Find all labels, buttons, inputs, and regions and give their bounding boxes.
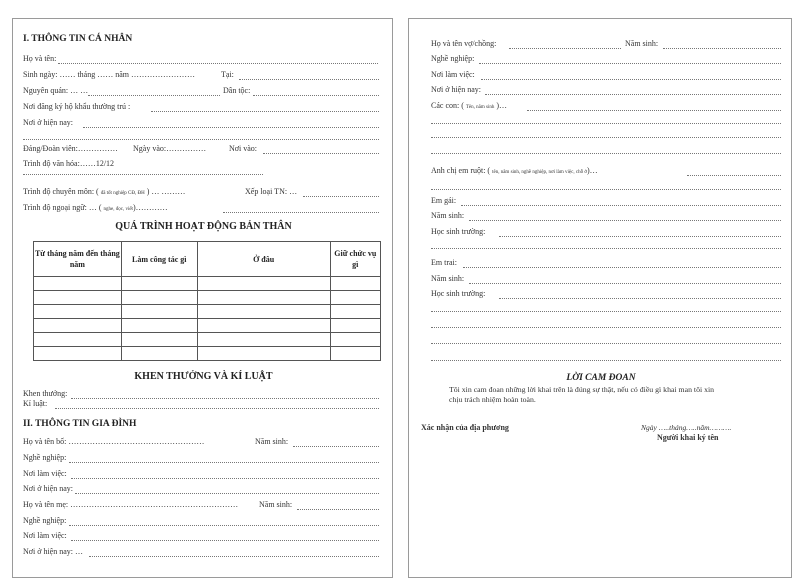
em-gai-field[interactable] (461, 205, 781, 206)
xep-loai-field[interactable] (303, 196, 379, 197)
ngay-thang-label: Ngày …..tháng…..năm………. (641, 423, 732, 432)
noi-lam-viec-me-label: Nơi làm việc: (23, 531, 67, 540)
cac-con-label: Các con: ( Tên, năm sinh )… (431, 101, 508, 110)
noi-vao-label: Nơi vào: (229, 144, 258, 153)
ho-ten-label: Họ và tên: (23, 54, 57, 63)
em-trai-label: Em trai: (431, 258, 457, 267)
table-row (34, 333, 381, 347)
em-gai-line-extra[interactable] (431, 248, 781, 249)
nghe-nghiep-me-field[interactable] (69, 525, 379, 526)
noi-o-field[interactable] (83, 127, 379, 128)
nam-sinh-et-field[interactable] (469, 283, 781, 284)
chuyen-mon-label: Trình độ chuyên môn: ( đã tốt nghiệp CĐ, ĐH ) … ……… (23, 187, 186, 196)
ho-khau-field[interactable] (151, 111, 379, 112)
cac-con-field[interactable] (527, 110, 781, 111)
noi-o-me-label: Nơi ở hiện nay: … (23, 547, 84, 556)
noi-o-vc-label: Nơi ở hiện nay: (431, 85, 482, 94)
personal-section-title: I. THÔNG TIN CÁ NHÂN (23, 34, 133, 44)
noi-lam-viec-vc-field[interactable] (481, 79, 781, 80)
xac-nhan-label: Xác nhận của địa phương (421, 423, 509, 432)
nam-sinh-eg-label: Năm sinh: (431, 211, 465, 220)
nam-sinh-eg-field[interactable] (469, 220, 781, 221)
noi-lam-viec-bo-label: Nơi làm việc: (23, 469, 67, 478)
page-left (12, 18, 393, 578)
nghe-nghiep-me-label: Nghề nghiệp: (23, 516, 67, 525)
page-right (408, 18, 792, 578)
ngoai-ngu-field[interactable] (223, 212, 379, 213)
nguyen-quan-field[interactable] (88, 95, 220, 96)
ho-ten-field[interactable] (58, 63, 378, 64)
nam-sinh-vc-label: Năm sinh: (625, 39, 659, 48)
ho-ten-me-label: Họ và tên mẹ: ……………………………………………………… (23, 500, 239, 509)
nghe-nghiep-vc-field[interactable] (479, 63, 781, 64)
ho-khau-label: Nơi đăng ký hộ khẩu thường trú : (23, 102, 131, 111)
sinh-ngay-label: Sinh ngày: …… tháng …… năm …………………… (23, 70, 195, 79)
nghe-nghiep-vc-label: Nghề nghiệp: (431, 54, 475, 63)
xep-loai-label: Xếp loại TN: … (245, 187, 298, 196)
history-table (33, 241, 381, 361)
khen-thuong-field[interactable] (71, 398, 379, 399)
em-trai-field[interactable] (463, 267, 781, 268)
nam-sinh-bo-label: Năm sinh: (255, 437, 289, 446)
anh-chi-em-line-2[interactable] (431, 189, 781, 190)
nam-sinh-vc-field[interactable] (663, 48, 781, 49)
nguyen-quan-label: Nguyên quán: … … (23, 86, 89, 95)
vo-chong-field[interactable] (509, 48, 621, 49)
nghe-nghiep-bo-label: Nghề nghiệp: (23, 453, 67, 462)
ki-luat-label: Kỉ luật: (23, 399, 48, 408)
tai-label: Tại: (221, 70, 234, 79)
blank-line-2[interactable] (431, 327, 781, 328)
hoc-sinh-truong-eg-field[interactable] (499, 236, 781, 237)
noi-o-label: Nơi ở hiện nay: (23, 118, 74, 127)
noi-o-me-field[interactable] (89, 556, 379, 557)
col-time: Từ tháng năm đến tháng năm (34, 242, 122, 277)
ngay-vao-label: Ngày vào:…………… (133, 144, 207, 153)
ho-ten-bo-label: Họ và tên bố: …………………………………………… (23, 437, 205, 446)
anh-chi-em-label: Anh chị em ruột: ( tên, năm sinh, nghề nghiệp, nơi làm việc, chỗ ở)… (431, 166, 598, 175)
noi-lam-viec-vc-label: Nơi làm việc: (431, 70, 475, 79)
blank-line-1[interactable] (431, 311, 781, 312)
noi-o-bo-field[interactable] (75, 493, 379, 494)
hoc-sinh-truong-et-field[interactable] (499, 298, 781, 299)
table-row (34, 319, 381, 333)
col-work: Làm công tác gì (121, 242, 197, 277)
noi-o-field-2[interactable] (23, 139, 379, 140)
nguoi-khai-label: Người khai ký tên (657, 433, 719, 442)
table-row (34, 305, 381, 319)
dan-toc-label: Dân tộc: (223, 86, 251, 95)
noi-o-vc-field[interactable] (485, 94, 781, 95)
loi-cam-doan-title: LỜI CAM ĐOAN (566, 373, 636, 383)
noi-lam-viec-me-field[interactable] (71, 540, 379, 541)
col-position: Giữ chức vụ gì (330, 242, 380, 277)
anh-chi-em-field[interactable] (687, 175, 781, 176)
nam-sinh-me-label: Năm sinh: (259, 500, 293, 509)
cac-con-line-2[interactable] (431, 123, 781, 124)
loi-cam-doan-text-2: chịu trách nhiệm hoàn toàn. (449, 395, 536, 404)
col-place: Ở đâu (197, 242, 330, 277)
blank-line-4[interactable] (431, 360, 781, 361)
awards-title: KHEN THƯỞNG VÀ KÍ LUẬT (134, 371, 273, 382)
tai-field[interactable] (239, 79, 379, 80)
nam-sinh-et-label: Năm sinh: (431, 274, 465, 283)
dan-toc-field[interactable] (253, 95, 379, 96)
dang-doan-label: Đảng/Đoàn viên:…………… (23, 144, 118, 153)
hoc-sinh-truong-eg-label: Học sinh trường: (431, 227, 486, 236)
van-hoa-field[interactable] (23, 174, 263, 175)
nam-sinh-me-field[interactable] (297, 509, 379, 510)
hoc-sinh-truong-et-label: Học sinh trường: (431, 289, 486, 298)
vo-chong-label: Họ và tên vợ/chồng: (431, 39, 497, 48)
em-gai-label: Em gái: (431, 196, 457, 205)
ki-luat-field[interactable] (55, 408, 379, 409)
cac-con-line-4[interactable] (431, 153, 781, 154)
ngoai-ngu-label: Trình độ ngoại ngữ: … ( nghe, đọc, viết)………… (23, 203, 168, 212)
family-section-title: II. THÔNG TIN GIA ĐÌNH (23, 419, 137, 429)
cac-con-line-3[interactable] (431, 137, 781, 138)
van-hoa-label: Trình độ văn hóa:……12/12 (23, 159, 115, 168)
noi-vao-field[interactable] (263, 153, 379, 154)
table-row (34, 291, 381, 305)
loi-cam-doan-text-1: Tôi xin cam đoan những lời khai trên là đúng sự thật, nếu có điều gì khai man tôi xin (449, 385, 715, 394)
history-title: QUÁ TRÌNH HOẠT ĐỘNG BẢN THÂN (115, 221, 292, 232)
table-row (34, 347, 381, 361)
table-row (34, 277, 381, 291)
nam-sinh-bo-field[interactable] (293, 446, 379, 447)
nghe-nghiep-bo-field[interactable] (69, 462, 379, 463)
noi-o-bo-label: Nơi ở hiện nay: (23, 484, 74, 493)
khen-thuong-label: Khen thưởng: (23, 389, 68, 398)
noi-lam-viec-bo-field[interactable] (71, 478, 379, 479)
blank-line-3[interactable] (431, 343, 781, 344)
